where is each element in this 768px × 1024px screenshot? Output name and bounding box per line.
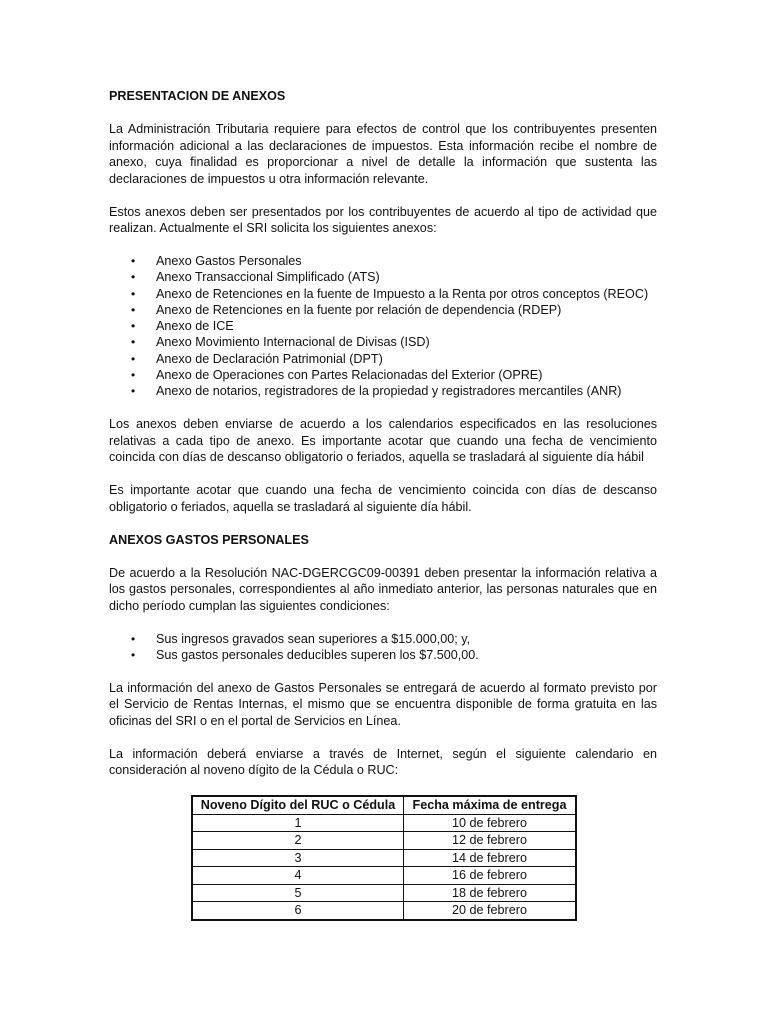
paragraph-holidays: Es importante acotar que cuando una fecha de vencimiento coincida con días de descanso obligatorio o feriados, aquella se trasladará al siguiente día hábil.: [109, 483, 657, 514]
list-item: • Sus ingresos gravados sean superiores a $15.000,00; y,: [109, 631, 657, 647]
cell-digit: 6: [192, 902, 404, 920]
paragraph-resolution: De acuerdo a la Resolución NAC-DGERCGC09-00391 deben presentar la información relativa a los gastos personales, correspondientes al año inmediato anterior, las personas naturales que en dicho período cumplan las siguientes condiciones:: [109, 565, 657, 613]
list-item: • Anexo de Operaciones con Partes Relacionadas del Exterior (OPRE): [109, 367, 657, 383]
list-item: • Anexo Transaccional Simplificado (ATS): [109, 269, 657, 285]
table-header-row: [192, 796, 576, 814]
document-content: [109, 88, 657, 921]
paragraph-annex-types: Estos anexos deben ser presentados por los contribuyentes de acuerdo al tipo de actividad que realizan. Actualmente el SRI solicita los siguientes anexos:: [109, 204, 657, 235]
list-item: • Anexo de Declaración Patrimonial (DPT): [109, 351, 657, 367]
table-row: [192, 867, 576, 885]
paragraph-internet: La información deberá enviarse a través de Internet, según el siguiente calendario en consideración al noveno dígito de la Cédula o RUC:: [109, 746, 657, 778]
table-row: [192, 814, 576, 832]
cell-date: 16 de febrero: [404, 867, 577, 885]
list-item: • Anexo Gastos Personales: [109, 253, 657, 269]
cell-digit: 3: [192, 849, 404, 867]
cell-date: 14 de febrero: [404, 849, 577, 867]
section-title-gastos-personales: ANEXOS GASTOS PERSONALES: [109, 532, 309, 547]
list-item: • Anexo de notarios, registradores de la propiedad y registradores mercantiles (ANR): [109, 383, 657, 399]
cell-date: 10 de febrero: [404, 814, 577, 832]
list-item: • Anexo de Retenciones en la fuente por relación de dependencia (RDEP): [109, 302, 657, 318]
table-row: [192, 884, 576, 902]
cell-digit: 4: [192, 867, 404, 885]
list-item: • Anexo de ICE: [109, 318, 657, 334]
column-header-digit: Noveno Dígito del RUC o Cédula: [192, 796, 404, 814]
cell-digit: 1: [192, 814, 404, 832]
paragraph-intro: La Administración Tributaria requiere para efectos de control que los contribuyentes presenten información adicional a las declaraciones de impuestos. Esta información recibe el nombre de anexo, cuya finalidad es proporcionar a nivel de detalle la información que sustenta las declaraciones de impuestos u otra información relevante.: [109, 122, 657, 186]
table-row: [192, 849, 576, 867]
deadline-table: [191, 795, 577, 921]
paragraph-format: La información del anexo de Gastos Personales se entregará de acuerdo al formato previsto por el Servicio de Rentas Internas, el mismo que se encuentra disponible de forma gratuita en las oficinas del SRI o en el portal de Servicios en Línea.: [109, 680, 657, 728]
cell-date: 12 de febrero: [404, 832, 577, 850]
list-item: • Anexo Movimiento Internacional de Divisas (ISD): [109, 334, 657, 350]
column-header-date: Fecha máxima de entrega: [404, 796, 577, 814]
paragraph-calendars: Los anexos deben enviarse de acuerdo a los calendarios especificados en las resoluciones relativas a cada tipo de anexo. Es importante acotar que cuando una fecha de vencimiento coincida con días de descanso obligatorio o feriados, aquella se trasladará al siguiente día hábil: [109, 417, 657, 465]
table-row: [192, 902, 576, 920]
list-item: • Sus gastos personales deducibles superen los $7.500,00.: [109, 647, 657, 663]
cell-digit: 2: [192, 832, 404, 850]
cell-date: 18 de febrero: [404, 884, 577, 902]
section-title-presentacion: PRESENTACION DE ANEXOS: [109, 89, 286, 103]
cell-date: 20 de febrero: [404, 902, 577, 920]
list-item: • Anexo de Retenciones en la fuente de Impuesto a la Renta por otros conceptos (REOC): [109, 286, 657, 302]
annex-list: [109, 253, 657, 400]
table-row: [192, 832, 576, 850]
conditions-list: [109, 631, 657, 664]
cell-digit: 5: [192, 884, 404, 902]
